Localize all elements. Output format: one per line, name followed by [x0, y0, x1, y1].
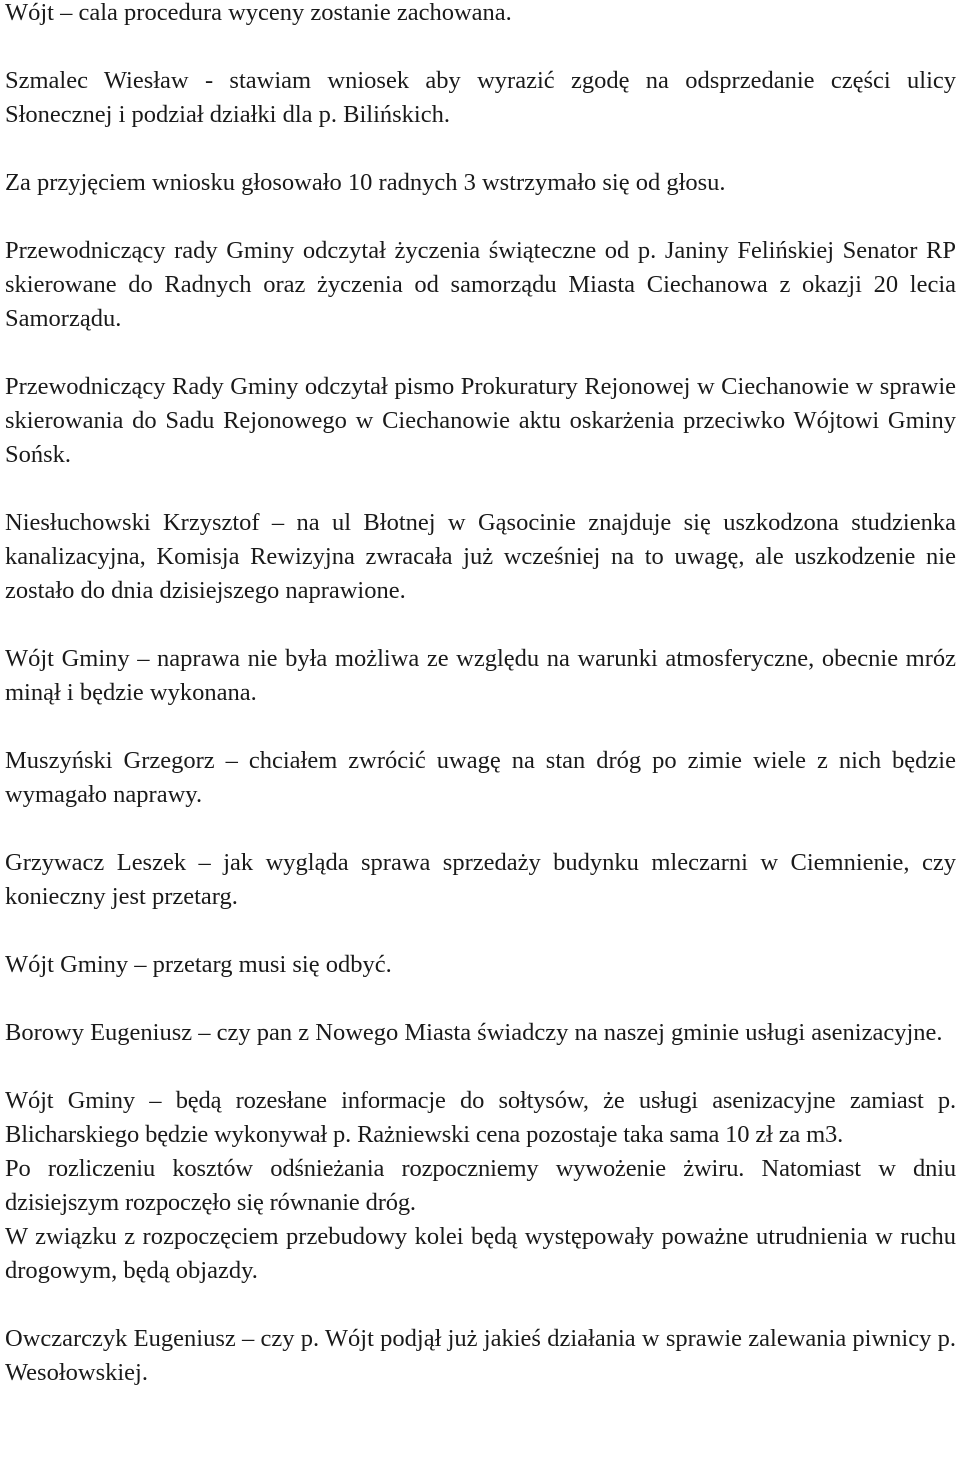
paragraph-wojt-asenizacja: Wójt Gminy – będą rozesłane informacje do sołtysów, że usługi asenizacyjne zamiast p. Blicharskiego będzie wykonywał p. Rażniewski cena pozostaje taka sama 10 zł za m3. — [5, 1087, 956, 1148]
paragraph-zyczenia: Przewodniczący rady Gminy odczytał życzenia świąteczne od p. Janiny Felińskiej Senator RP skierowane do Radnych oraz życzenia od samorządu Miasta Ciechanowa z okazji 20 lecia Samorządu. — [5, 237, 956, 332]
paragraph-wojt-wycena: Wójt – cala procedura wyceny zostanie zachowana. — [5, 0, 512, 26]
paragraph-wojt-naprawa: Wójt Gminy – naprawa nie była możliwa ze względu na warunki atmosferyczne, obecnie mróz minął i będzie wykonana. — [5, 645, 956, 706]
paragraph-przebudowa-kolei: W związku z rozpoczęciem przebudowy kolei będą występowały poważne utrudnienia w ruchu drogowym, będą objazdy. — [5, 1223, 956, 1284]
paragraph-grzywacz: Grzywacz Leszek – jak wygląda sprawa sprzedaży budynku mleczarni w Ciemnienie, czy konieczny jest przetarg. — [5, 849, 956, 910]
paragraph-szmalec-wniosek: Szmalec Wiesław - stawiam wniosek aby wyrazić zgodę na odsprzedanie części ulicy Słonecznej i podział działki dla p. Bilińskich. — [5, 67, 956, 128]
paragraph-wojt-przetarg: Wójt Gminy – przetarg musi się odbyć. — [5, 951, 392, 978]
paragraph-nieskuchowski: Niesłuchowski Krzysztof – na ul Błotnej w Gąsocinie znajduje się uszkodzona studzienka kanalizacyjna, Komisja Rewizyjna zwracała już wcześniej na to uwagę, ale uszkodzenie nie zostało do dnia dzisiejszego naprawione. — [5, 509, 956, 604]
paragraph-glosowanie: Za przyjęciem wniosku głosowało 10 radnych 3 wstrzymało się od głosu. — [5, 169, 726, 196]
paragraph-prokuratura: Przewodniczący Rady Gminy odczytał pismo Prokuratury Rejonowej w Ciechanowie w sprawie skierowania do Sadu Rejonowego w Ciechanowie aktu oskarżenia przeciwko Wójtowi Gminy Sońsk. — [5, 373, 956, 468]
paragraph-borowy: Borowy Eugeniusz – czy pan z Nowego Miasta świadczy na naszej gminie usługi asenizacyjne. — [5, 1019, 943, 1046]
paragraph-odsniezanie: Po rozliczeniu kosztów odśnieżania rozpoczniemy wywożenie żwiru. Natomiast w dniu dzisiejszym rozpoczęło się równanie dróg. — [5, 1155, 956, 1216]
paragraph-muszynski: Muszyński Grzegorz – chciałem zwrócić uwagę na stan dróg po zimie wiele z nich będzie wymagało naprawy. — [5, 747, 956, 808]
paragraph-owczarczyk: Owczarczyk Eugeniusz – czy p. Wójt podjął już jakieś działania w sprawie zalewania piwnicy p. Wesołowskiej. — [5, 1325, 956, 1386]
